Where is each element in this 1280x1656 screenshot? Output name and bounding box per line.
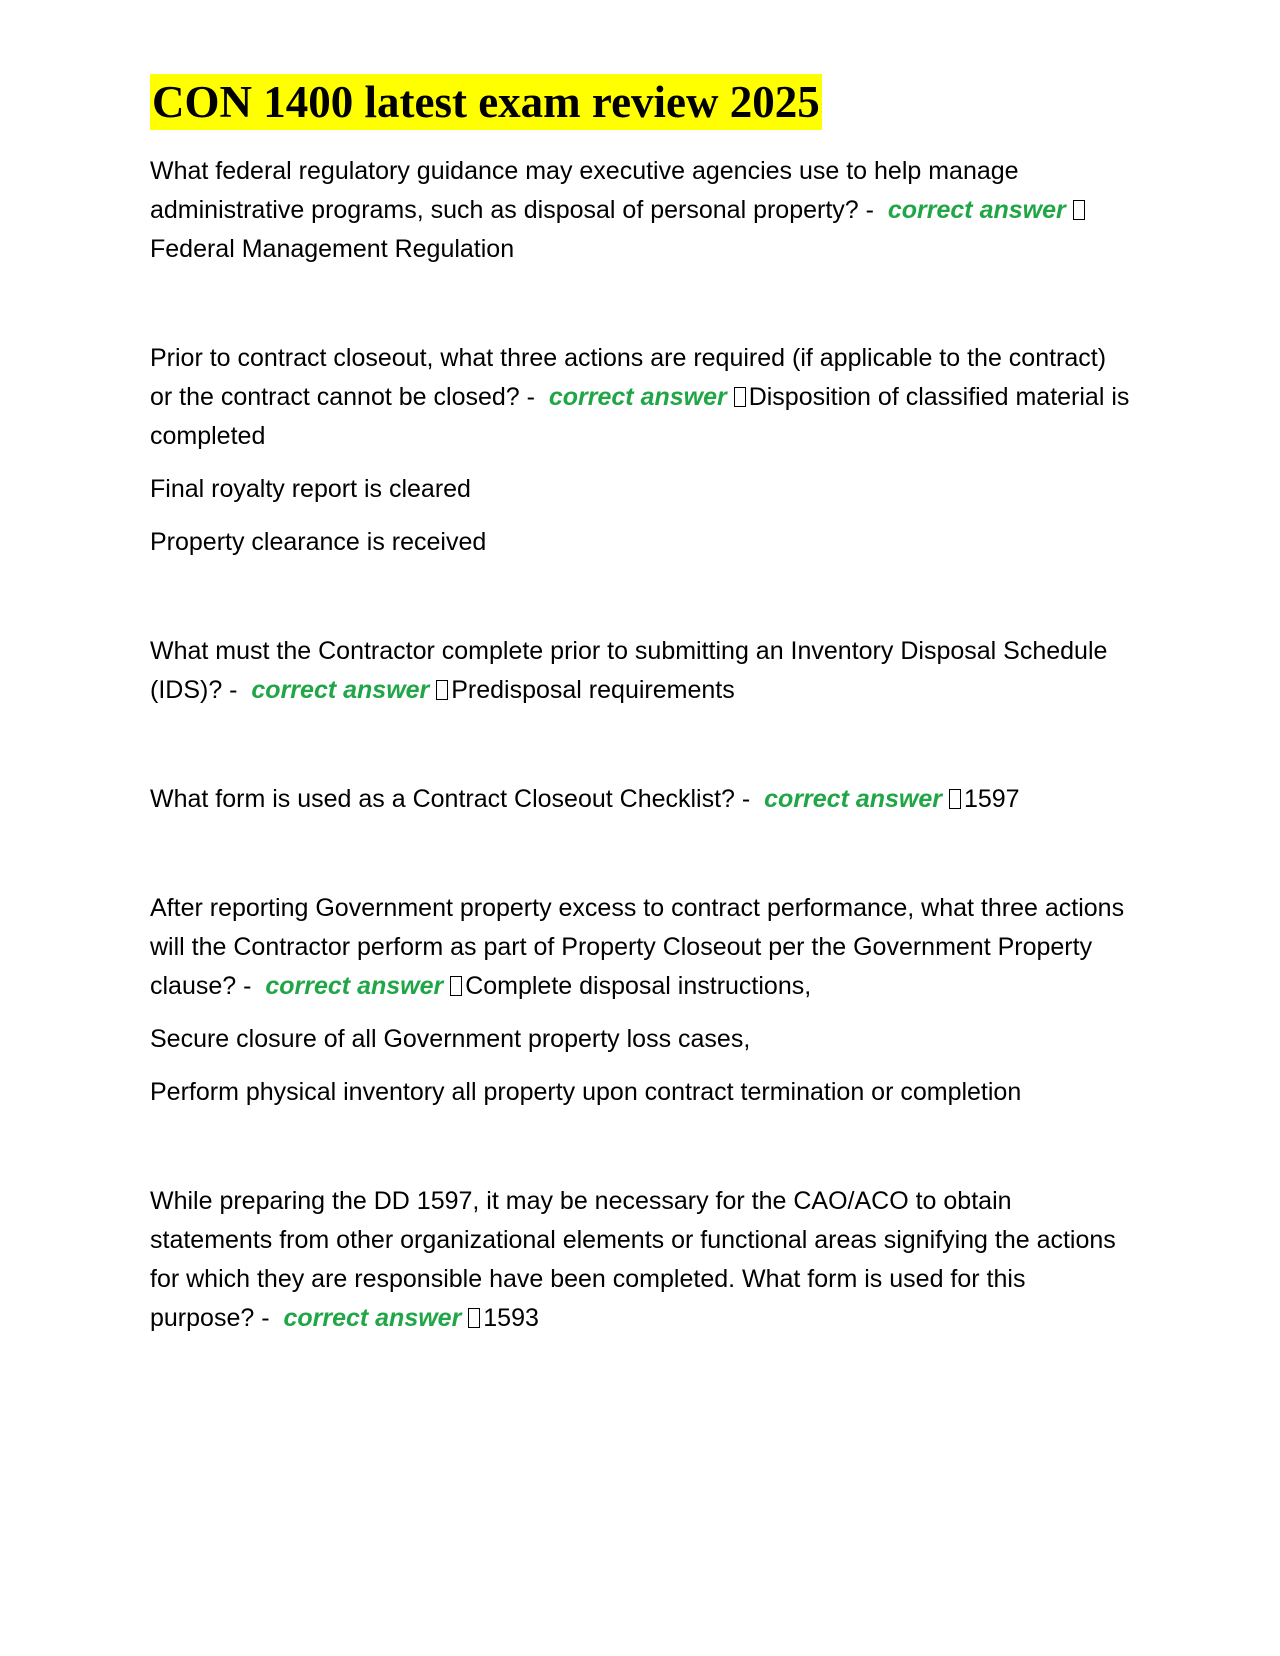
qa-paragraph (150, 780, 1130, 819)
question-text: Prior to contract closeout, what three actions are required (if applicable to the contract) or the contract cannot be closed? - (150, 344, 1107, 411)
qa-paragraph (150, 889, 1130, 1006)
answer-text: 1597 (963, 785, 1020, 813)
answer-line: Perform physical inventory all property upon contract termination or completion (150, 1078, 1022, 1106)
question-text: What federal regulatory guidance may executive agencies use to help manage administrative programs, such as disposal of personal property? - (150, 157, 1019, 224)
qa-item (150, 152, 1130, 269)
question-text: After reporting Government property excess to contract performance, what three actions will the Contractor perform as part of Property Closeout per the Government Property clause? - (150, 894, 1125, 1000)
qa-paragraph (150, 1182, 1130, 1338)
qa-item (150, 1182, 1130, 1338)
answer-text: 1593 (483, 1304, 539, 1332)
missing-glyph-icon (734, 387, 746, 407)
page-title: CON 1400 latest exam review 2025 (150, 74, 822, 130)
qa-paragraph (150, 152, 1130, 269)
question-text: What form is used as a Contract Closeout Checklist? - (150, 785, 751, 813)
qa-item (150, 889, 1130, 1112)
correct-answer-label: correct answer (251, 676, 430, 704)
qa-paragraph (150, 339, 1130, 456)
correct-answer-label: correct answer (283, 1304, 462, 1332)
question-text: What must the Contractor complete prior to submitting an Inventory Disposal Schedule (IDS)? - (150, 637, 1108, 704)
question-text: While preparing the DD 1597, it may be necessary for the CAO/ACO to obtain statements from other organizational elements or functional areas signifying the actions for which they are responsible have been completed. What form is used for this purpose? - (150, 1187, 1116, 1332)
qa-item (150, 780, 1130, 819)
correct-answer-label: correct answer (548, 383, 727, 411)
answer-text: Disposition of classified material is completed (150, 383, 1130, 450)
answer-line: Final royalty report is cleared (150, 475, 471, 503)
correct-answer-label: correct answer (265, 972, 444, 1000)
answer-text: Federal Management Regulation (150, 235, 515, 263)
missing-glyph-icon (450, 976, 462, 996)
missing-glyph-icon (436, 680, 448, 700)
answer-line: Property clearance is received (150, 528, 487, 556)
missing-glyph-icon (949, 789, 961, 809)
answer-line: Secure closure of all Government property loss cases, (150, 1025, 751, 1053)
qa-item (150, 632, 1130, 710)
qa-paragraph (150, 632, 1130, 710)
missing-glyph-icon (1073, 200, 1085, 220)
answer-text: Predisposal requirements (451, 676, 735, 704)
missing-glyph-icon (468, 1308, 480, 1328)
answer-text: Complete disposal instructions, (465, 972, 812, 1000)
qa-item (150, 339, 1130, 562)
correct-answer-label: correct answer (887, 196, 1066, 224)
correct-answer-label: correct answer (764, 785, 943, 813)
document-page (150, 74, 1130, 1338)
